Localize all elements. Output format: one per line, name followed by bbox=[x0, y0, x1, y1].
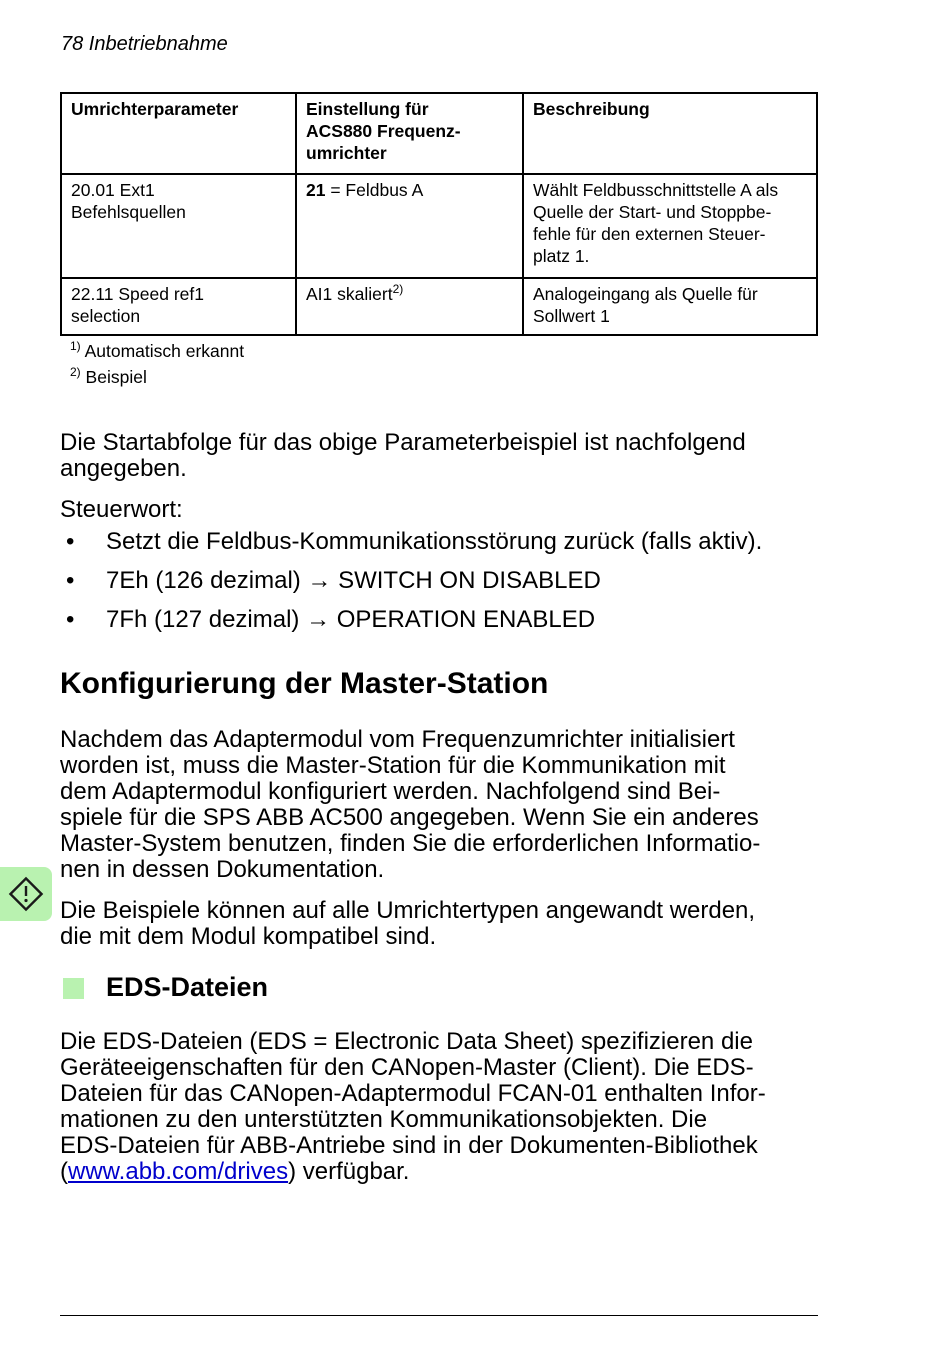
list-item: • Setzt die Feldbus-Kommunikationsstörung zurück (falls aktiv). bbox=[66, 528, 763, 555]
table-cell: Wählt Feldbusschnittstelle A als Quelle der Start- und Stoppbe- fehle für den externen Steuer- platz 1. bbox=[523, 174, 817, 278]
section-paragraph: Die Beispiele können auf alle Umrichtertypen angewandt werden, die mit dem Modul kompatibel sind. bbox=[60, 897, 756, 950]
table-header-cell: Umrichterparameter bbox=[61, 93, 296, 174]
parameter-table bbox=[60, 92, 818, 336]
table-row bbox=[61, 278, 817, 335]
subsection-heading: EDS-Dateien bbox=[106, 972, 269, 1002]
list-item: • 7Fh (127 dezimal) → OPERATION ENABLED bbox=[66, 606, 596, 633]
abb-drives-link[interactable]: www.abb.com/drives bbox=[68, 1158, 289, 1185]
square-marker-icon bbox=[63, 978, 84, 999]
table-header-cell: Beschreibung bbox=[523, 93, 817, 174]
control-word-label: Steuerwort: bbox=[60, 496, 183, 523]
table-cell: 21 = Feldbus A bbox=[296, 174, 523, 278]
table-row bbox=[61, 174, 817, 278]
eds-paragraph: Die EDS-Dateien (EDS = Electronic Data Sheet) spezifizieren die Geräteeigenschaften für den CANopen-Master (Client). Die EDS- Dateien für das CANopen-Adaptermodul FCAN-01 enthalten Infor- mationen zu den unterstützten Kommunikationsobjekten. Die EDS-Dateien für ABB-Antriebe sind in der Dokumenten-Bibliothek (www.abb.com/drives) verfügbar. bbox=[60, 1028, 766, 1185]
section-paragraph: Nachdem das Adaptermodul vom Frequenzumrichter initialisiert worden ist, muss die Master-Station für die Kommunikation mit dem Adaptermodul konfiguriert werden. Nachfolgend sind Bei- spiele für die SPS ABB AC500 angegeben. Wenn Sie ein anderes Master-System benutzen, finden Sie die erforderlichen Informatio- nen in dessen Dokumentation. bbox=[60, 726, 761, 883]
footnote: $^{2)}$ Beispiel bbox=[70, 365, 147, 387]
table-header-row bbox=[61, 93, 817, 174]
start-diamond-icon bbox=[0, 867, 52, 921]
bullet-icon: • bbox=[66, 606, 75, 633]
footnote: $^{1)}$ Automatisch erkannt bbox=[70, 339, 245, 361]
table-cell: 20.01 Ext1 Befehlsquellen bbox=[61, 174, 296, 278]
footer-divider bbox=[60, 1315, 818, 1316]
section-heading: Konfigurierung der Master-Station bbox=[60, 667, 549, 700]
list-item: • 7Eh (126 dezimal) → SWITCH ON DISABLED bbox=[66, 567, 601, 594]
bullet-icon: • bbox=[66, 567, 75, 594]
intro-paragraph: Die Startabfolge für das obige Parameterbeispiel ist nachfolgend angegeben. bbox=[60, 429, 746, 482]
page-header: 78 Inbetriebnahme bbox=[61, 33, 228, 55]
bullet-icon: • bbox=[66, 528, 75, 555]
table-cell: Analogeingang als Quelle für Sollwert 1 bbox=[523, 278, 817, 335]
table-cell: 22.11 Speed ref1 selection bbox=[61, 278, 296, 335]
table-footnotes bbox=[70, 338, 244, 390]
control-word-list bbox=[60, 529, 762, 646]
table-cell: AI1 skaliert$^{2)}$ bbox=[296, 278, 523, 335]
table-header-cell: Einstellung für ACS880 Frequenz- umrichter bbox=[296, 93, 523, 174]
